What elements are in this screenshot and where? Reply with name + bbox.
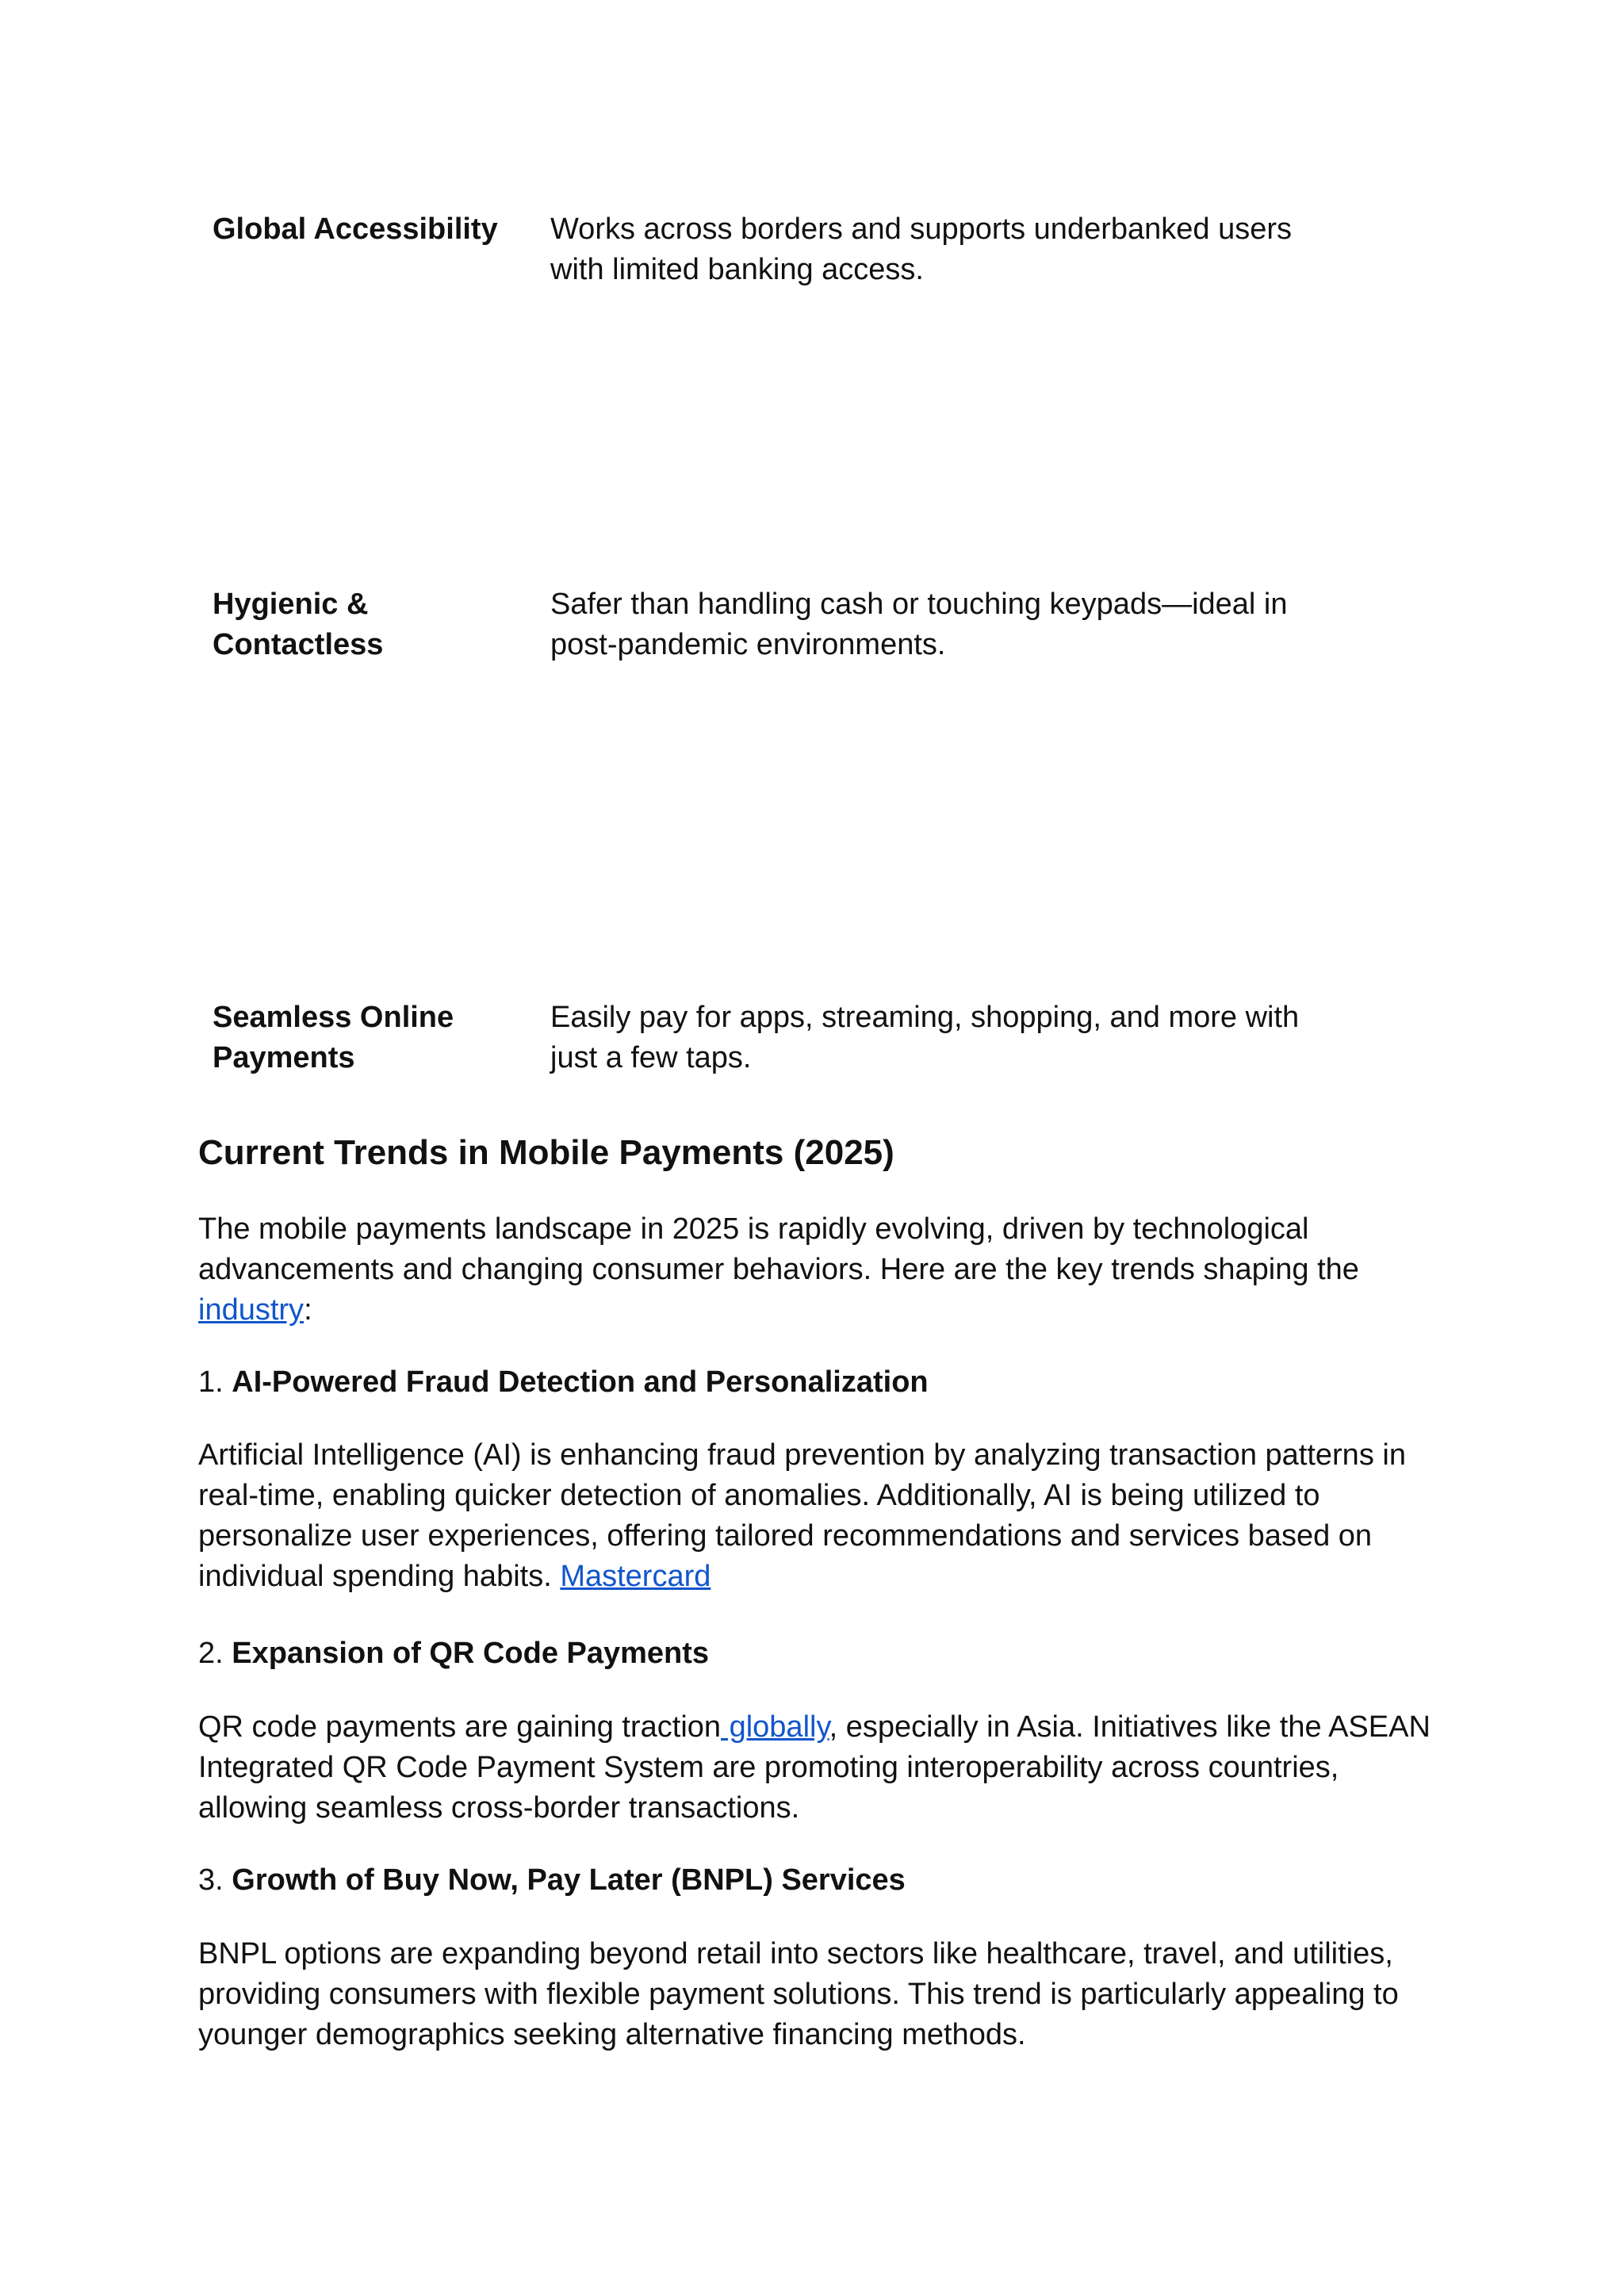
trend-title: Growth of Buy Now, Pay Later (BNPL) Services xyxy=(232,1863,906,1897)
trend-title: AI-Powered Fraud Detection and Personalization xyxy=(232,1365,929,1399)
feature-term: Hygienic & Contactless xyxy=(213,588,384,661)
intro-text: The mobile payments landscape in 2025 is rapidly evolving, driven by technological advancements and changing consumer behaviors. Here are the key trends shaping the xyxy=(198,1212,1359,1286)
trend-number: 2. xyxy=(198,1637,224,1670)
feature-term: Global Accessibility xyxy=(213,213,498,246)
trend-heading-2 xyxy=(198,1633,1435,1674)
intro-text-end: : xyxy=(304,1293,312,1327)
trend-body-2 xyxy=(198,1707,1435,1829)
globally-link[interactable]: globally xyxy=(721,1710,829,1744)
trend-body-3 xyxy=(198,1934,1435,2055)
trend-number: 1. xyxy=(198,1365,224,1399)
trend-number: 3. xyxy=(198,1863,224,1897)
industry-link[interactable]: industry xyxy=(198,1293,304,1327)
trend-title: Expansion of QR Code Payments xyxy=(232,1637,710,1670)
trend-heading-3 xyxy=(198,1860,1435,1901)
trend-body-text-end: , especially in Asia. Initiatives like the ASEAN Integrated QR Code Payment System are promoting interoperability across countries, allowing seamless cross-border transactions. xyxy=(198,1710,1431,1825)
feature-term: Seamless Online Payments xyxy=(213,1001,454,1074)
feature-description: Safer than handling cash or touching keypads—ideal in post-pandemic environments. xyxy=(550,588,1288,661)
section-heading: Current Trends in Mobile Payments (2025) xyxy=(198,1133,894,1172)
trend-body-text: QR code payments are gaining traction xyxy=(198,1710,722,1744)
intro-paragraph xyxy=(198,1209,1435,1331)
trend-body-1 xyxy=(198,1435,1435,1597)
trend-body-text: Artificial Intelligence (AI) is enhancing fraud prevention by analyzing transaction patterns in real-time, enabling quicker detection of anomalies. Additionally, AI is being utilized to personalize user experiences, offering tailored recommendations and services based on individual spending habits. xyxy=(198,1438,1406,1593)
trend-heading-1 xyxy=(198,1362,1435,1403)
mastercard-link[interactable]: Mastercard xyxy=(560,1560,711,1593)
feature-description: Works across borders and supports underbanked users with limited banking access. xyxy=(550,213,1293,286)
trend-body-text: BNPL options are expanding beyond retail into sectors like healthcare, travel, and utilities, providing consumers with flexible payment solutions. This trend is particularly appealing to younger demographics seeking alternative financing methods. xyxy=(198,1937,1399,2051)
feature-description: Easily pay for apps, streaming, shopping, and more with just a few taps. xyxy=(550,1001,1300,1074)
